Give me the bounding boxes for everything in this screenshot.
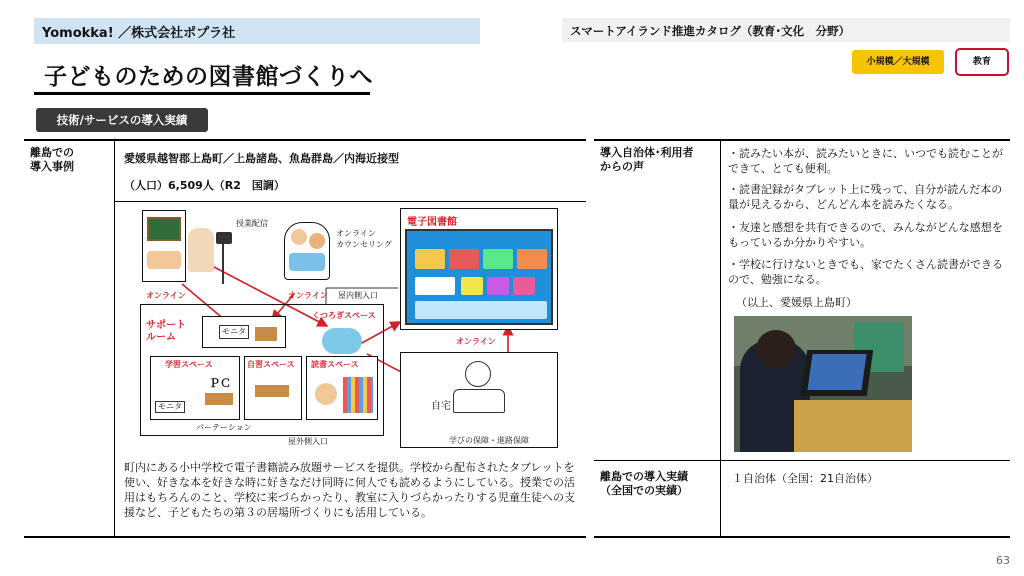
page-number: 63 [996, 554, 1010, 567]
reading-space-box [306, 356, 378, 420]
home-box [400, 352, 558, 448]
reading-space-label: 読書スペース [311, 360, 359, 369]
location-text: 愛媛県越智郡上島町／上島諸島、魚島群島／内海近接型 [124, 152, 399, 165]
voices-source: （以上、愛媛県上島町） [736, 296, 857, 309]
category-badge: 教育 [955, 48, 1009, 76]
camera-icon [216, 232, 232, 244]
right-table-mid-rule [594, 460, 1010, 461]
outdoor-entrance-label: 屋外側入口 [288, 437, 328, 446]
scale-badge: 小規模／大規模 [852, 50, 944, 74]
voice-item-1: ・読みたい本が、読みたいときに、いつでも読むことができて、とても便利。 [728, 147, 1003, 175]
online-label-1: オンライン [146, 291, 186, 300]
voice-item-4: ・学校に行けないときでも、家でたくさん読書ができるので、勉強になる。 [728, 258, 1003, 286]
library-screen [405, 229, 553, 325]
support-room-label: サポート ルーム [146, 320, 186, 343]
left-table-top-rule [24, 139, 586, 141]
study-space-box [150, 356, 240, 420]
achievements-value: １自治体（全国：21自治体） [732, 472, 878, 485]
self-study-space-label: 自習スペース [247, 360, 295, 369]
ebook-library-box [400, 208, 558, 330]
self-study-space-box [244, 356, 302, 420]
monitor-area-box [202, 316, 286, 348]
left-table-inner-rule [115, 201, 586, 202]
usage-diagram [122, 204, 562, 452]
online-counseling-label: オンライン カウンセリング [336, 229, 392, 249]
voice-item-2: ・読書記録がタブレット上に残って、自分が読んだ本の量が見えるから、どんどん本を読みたくなる。 [728, 183, 1003, 211]
teacher-figure [188, 228, 214, 272]
voices-row-label: 導入自治体･利用者 からの声 [600, 146, 694, 173]
classroom-box [142, 210, 186, 282]
case-row-label: 離島での 導入事例 [30, 146, 74, 173]
right-table-divider [720, 140, 721, 536]
page-title: 子どものための図書館づくりへ [44, 64, 373, 90]
relax-space-label: くつろぎスペース [312, 311, 376, 320]
online-label-3: オンライン [456, 337, 496, 346]
right-table-bottom-rule [594, 536, 1010, 538]
tripod-icon [222, 244, 224, 284]
online-label-2: オンライン [288, 291, 328, 300]
section-label: 技術/サービスの導入実績 [36, 108, 208, 132]
left-table-bottom-rule [24, 536, 586, 538]
home-label: 自宅 [431, 401, 451, 412]
ebook-library-label: 電子図書館 [407, 217, 457, 228]
beanbag-figure [322, 328, 362, 354]
title-underline [34, 92, 370, 95]
room-entrance-label: 屋内側入口 [338, 291, 378, 300]
achievements-row-label: 離島での導入実績 （全国での実績） [600, 470, 688, 497]
study-space-label: 学習スペース [165, 360, 213, 369]
population-text: （人口）6,509人（R2 国調） [124, 179, 285, 192]
case-description: 町内にある小中学校で電子書籍読み放題サービスを提供。学校から配布されたタブレットを使い、好きな本を好きな時に好きなだけ同時に何人でも読めるようにしている。授業での活用はもちろんのこと、学校に来づらかったり、教室に入りづらかったりする児童生徒への支援など、子どもたちの第３の居場所づくりにも活用している。 [124, 461, 575, 519]
student-tablet-photo [734, 316, 912, 452]
counseling-box [284, 222, 330, 280]
monitor-label: モニタ [219, 325, 249, 339]
voice-item-3: ・友達と感想を共有できるので、みんながどんな感想をもっているか分かりやすい。 [728, 221, 1003, 249]
right-table-top-rule [594, 139, 1010, 141]
learning-guarantee-label: 学びの保障・進路保障 [449, 436, 529, 445]
left-table-divider [114, 140, 115, 536]
pc-label: ＰＣ [209, 377, 231, 390]
catalog-banner: スマートアイランド推進カタログ（教育･文化 分野） [562, 18, 1010, 42]
monitor-label-2: モニタ [155, 401, 185, 413]
partition-label: パーテーション [196, 423, 252, 432]
class-delivery-label: 授業配信 [236, 219, 268, 228]
company-banner: Yomokka! ／株式会社ポプラ社 [34, 18, 480, 44]
